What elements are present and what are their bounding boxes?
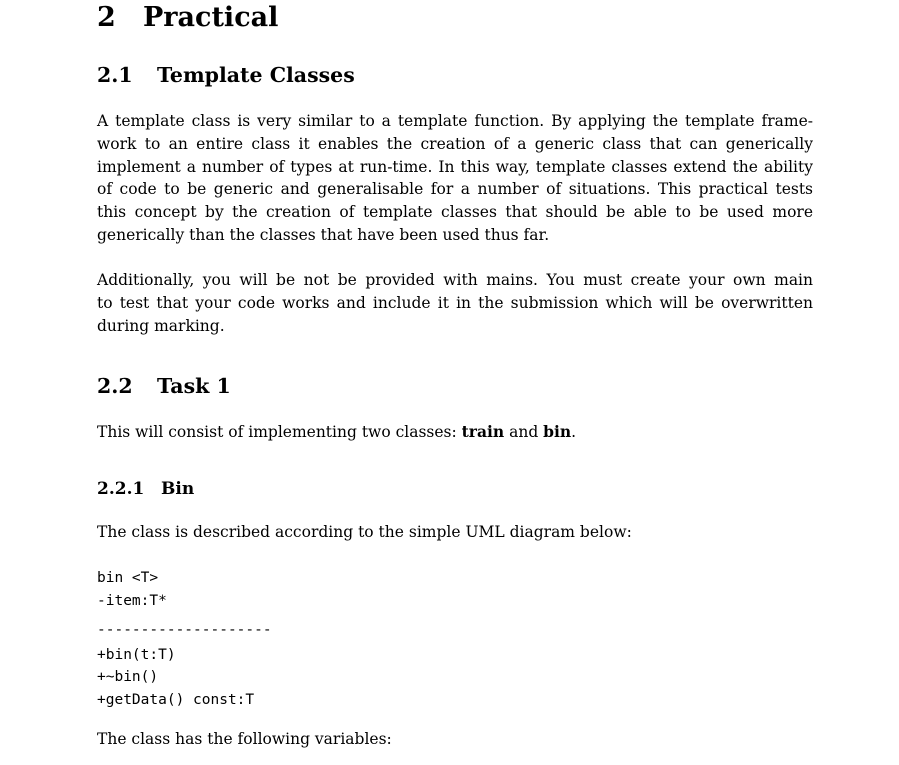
subsection-title: Template Classes: [157, 63, 355, 87]
class-name-train: train: [461, 422, 505, 441]
paragraph-line: generically than the classes that have been used thus far.: [97, 225, 550, 244]
paragraph-line: The class has the following variables:: [97, 730, 392, 748]
paragraph-line: during marking.: [97, 316, 225, 335]
subsubsection-number: 2.2.1: [97, 479, 145, 499]
mains-paragraph: [97, 269, 813, 337]
class-name-bin: bin: [543, 422, 572, 441]
task-intro-prefix: This will consist of implementing two classes:: [97, 423, 462, 441]
paragraph-line: implement a number of types at run-time. In this way, template classes extend the ability: [97, 157, 813, 176]
subsection-heading-template-classes: [97, 63, 355, 87]
uml-separator: --------------------: [97, 622, 272, 638]
task-intro-paragraph: [97, 421, 813, 444]
uml-method: +bin(t:T): [97, 646, 176, 663]
paragraph-line: of code to be generic and generalisable for a number of situations. This practical tests: [97, 180, 813, 199]
paragraph-line: Additionally, you will be not be provided with mains. You must create your own main: [97, 271, 813, 289]
subsection-heading-task-1: [97, 374, 231, 398]
task-intro-suffix: .: [571, 423, 577, 441]
uml-class-name: bin <T>: [97, 570, 159, 586]
uml-method: +getData() const:T: [97, 691, 255, 708]
uml-diagram: [97, 567, 272, 711]
uml-intro-paragraph: [97, 521, 813, 544]
section-heading: [97, 2, 278, 33]
subsection-number: 2.1: [97, 63, 133, 87]
uml-attribute: -item:T*: [97, 592, 167, 609]
paragraph-line: [97, 421, 813, 444]
subsection-title: Task 1: [157, 374, 231, 398]
section-number: 2: [97, 2, 116, 33]
task-intro-middle: and: [504, 423, 544, 441]
template-classes-paragraph: [97, 110, 813, 247]
subsubsection-heading-bin: [97, 479, 194, 499]
variables-intro-paragraph: [97, 728, 813, 751]
subsubsection-title: Bin: [161, 479, 195, 499]
uml-method: +~bin(): [97, 669, 159, 685]
paragraph-line: work to an entire class it enables the creation of a generic class that can generically: [97, 134, 813, 153]
paragraph-line: The class is described according to the simple UML diagram below:: [97, 523, 632, 541]
section-title: Practical: [143, 2, 279, 33]
paragraph-line: A template class is very similar to a template function. By applying the template frame-: [97, 112, 813, 130]
subsection-number: 2.2: [97, 374, 133, 398]
paragraph-line: to test that your code works and include it in the submission which will be overwritten: [97, 293, 813, 312]
paragraph-line: this concept by the creation of template classes that should be able to be used more: [97, 203, 813, 222]
